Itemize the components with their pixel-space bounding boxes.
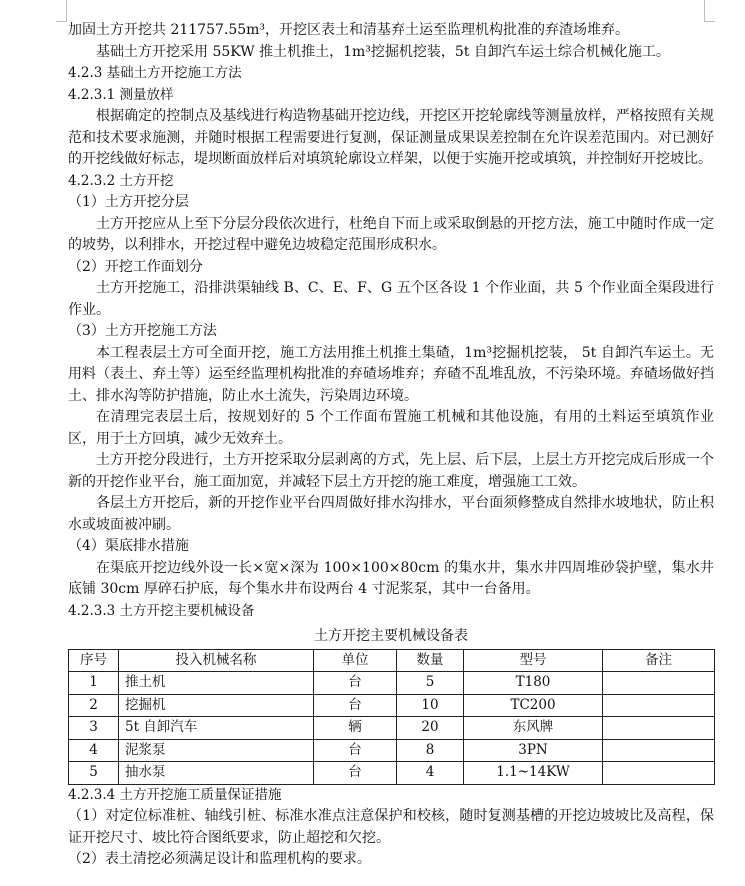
paragraph-1: 加固土方开挖共 211757.55m³，开挖区表土和清基弃土运至监理机构批准的弃渣场堆弃。 [68, 22, 630, 38]
table-cell: 2 [69, 694, 119, 717]
paragraph-2: 基础土方开挖采用 55KW 推土机推土，1m³挖掘机挖装，5t 自卸汽车运土综合机械化施工。 [96, 43, 670, 60]
margin-corner-mark-left [66, 0, 67, 22]
table-cell: TC200 [464, 694, 603, 717]
table-cell: 台 [314, 739, 397, 762]
table-cell: 1 [69, 672, 119, 695]
table-cell: 20 [397, 717, 464, 740]
table-cell: 4 [397, 762, 464, 785]
equipment-table [68, 649, 715, 785]
table-cell: 台 [314, 762, 397, 785]
table-cell: 4 [69, 739, 119, 762]
table-row [69, 694, 715, 717]
table-cell: 挖掘机 [119, 694, 314, 717]
paragraph-8: 土方开挖应从上至下分层分段依次进行，杜绝自下而上或采取倒悬的开挖方法，施工中随时作成一定的坡势，以利排水，开挖过程中避免边坡稳定范围形成积水。 [68, 215, 714, 253]
table-cell: 台 [314, 694, 397, 717]
table-cell: 10 [397, 694, 464, 717]
paragraph-11: （3）土方开挖施工方法 [68, 323, 217, 339]
document-body [68, 20, 714, 871]
paragraphs-before-table [68, 20, 714, 622]
table-cell: 5t 自卸汽车 [119, 717, 314, 740]
paragraph-9: （2）开挖工作面划分 [68, 258, 203, 275]
paragraph-after-1: 4.2.3.4 土方开挖施工质量保证措施 [68, 786, 282, 803]
paragraph-14: 土方开挖分段进行，土方开挖采取分层剥离的方式，先上层、后下层，上层土方开挖完成后形成一个新的开挖作业平台，施工面加宽，并减轻下层土方开挖的施工难度，增强施工工效。 [68, 452, 714, 490]
table-cell: 辆 [314, 717, 397, 740]
table-cell: 泥浆泵 [119, 739, 314, 762]
paragraph-7: （1）土方开挖分层 [68, 194, 189, 210]
paragraph-18: 4.2.3.3 土方开挖主要机械设备 [68, 602, 255, 619]
paragraph-10: 土方开挖施工，沿排洪渠轴线 B、C、E、F、G 五个区各设 1 个作业面，共 5 个作业面全渠段进行作业。 [68, 280, 714, 318]
margin-corner-mark-right [704, 0, 705, 22]
table-cell: 1.1~14KW [464, 762, 603, 785]
paragraphs-after-table [68, 785, 714, 871]
table-header-cell: 投入机械名称 [119, 649, 314, 672]
table-cell: 抽水泵 [119, 762, 314, 785]
paragraph-3: 4.2.3 基础土方开挖施工方法 [68, 65, 242, 81]
paragraph-16: （4）渠底排水措施 [68, 538, 189, 554]
table-row [69, 717, 715, 740]
paragraph-12: 本工程表层土方可全面开挖，施工方法用推土机推土集碴，1m³挖掘机挖装， 5t 自卸汽车运土。无用料（表土、弃土等）运至经监理机构批准的弃碴场堆弃；弃碴不乱堆乱放，不污染环境。弃碴场做好挡土、排水沟等防护措施，防止水土流失，污染周边环境。 [68, 344, 714, 404]
table-row [69, 672, 715, 695]
paragraph-17: 在渠底开挖边线外设一长×宽×深为 100×100×80cm 的集水井，集水井四周堆砂袋护壁，集水井底铺 30cm 厚碎石护底，每个集水井布设两台 4 寸泥浆泵，其中一台备用。 [68, 559, 714, 597]
paragraph-after-3: （2）表土清挖必须满足设计和监理机构的要求。 [68, 851, 371, 867]
table-header-cell: 备注 [603, 649, 715, 672]
margin-corner-mark-left-h [56, 21, 67, 22]
table-cell: 5 [69, 762, 119, 785]
table-header-cell: 单位 [314, 649, 397, 672]
table-cell: 3PN [464, 739, 603, 762]
table-cell: 3 [69, 717, 119, 740]
table-cell [603, 717, 715, 740]
paragraph-5: 根据确定的控制点及基线进行构造物基础开挖边线，开挖区开挖轮廓线等测量放样，严格按照有关规范和技术要求施测，并随时根据工程需要进行复测，保证测量成果误差控制在允许误差范围内。对已测好的开挖线做好标志，堤坝断面放样后对填筑轮廓设立样架，以便于实施开挖或填筑，并控制好开挖坡比。 [68, 108, 714, 167]
table-cell: 东风牌 [464, 717, 603, 740]
table-cell [603, 739, 715, 762]
table-body [69, 672, 715, 785]
table-cell: T180 [464, 672, 603, 695]
table-header-cell: 数量 [397, 649, 464, 672]
table-cell: 推土机 [119, 672, 314, 695]
table-header-cell: 序号 [69, 649, 119, 672]
table-cell: 8 [397, 739, 464, 762]
table-row [69, 762, 715, 785]
paragraph-13: 在清理完表层土后，按规划好的 5 个工作面布置施工机械和其他设施，有用的土料运至填筑作业区，用于土方回填，减少无效弃土。 [68, 409, 714, 447]
table-cell: 台 [314, 672, 397, 695]
paragraph-15: 各层土方开挖后，新的开挖作业平台四周做好排水沟排水，平台面须修整成自然排水坡地状，防止积水或坡面被冲刷。 [68, 495, 714, 533]
table-header-cell: 型号 [464, 649, 603, 672]
paragraph-after-2: （1）对定位标准桩、轴线引桩、标准水准点注意保护和校核，随时复测基槽的开挖边坡坡比及高程，保证开挖尺寸、坡比符合图纸要求，防止超挖和欠挖。 [68, 808, 714, 846]
table-caption: 土方开挖主要机械设备表 [314, 628, 468, 644]
table-cell [603, 672, 715, 695]
table-cell [603, 694, 715, 717]
table-cell [603, 762, 715, 785]
paragraph-4: 4.2.3.1 测量放样 [68, 86, 174, 103]
table-cell: 5 [397, 672, 464, 695]
paragraph-6: 4.2.3.2 土方开挖 [68, 172, 174, 189]
table-row [69, 739, 715, 762]
table-header-row [69, 649, 715, 672]
